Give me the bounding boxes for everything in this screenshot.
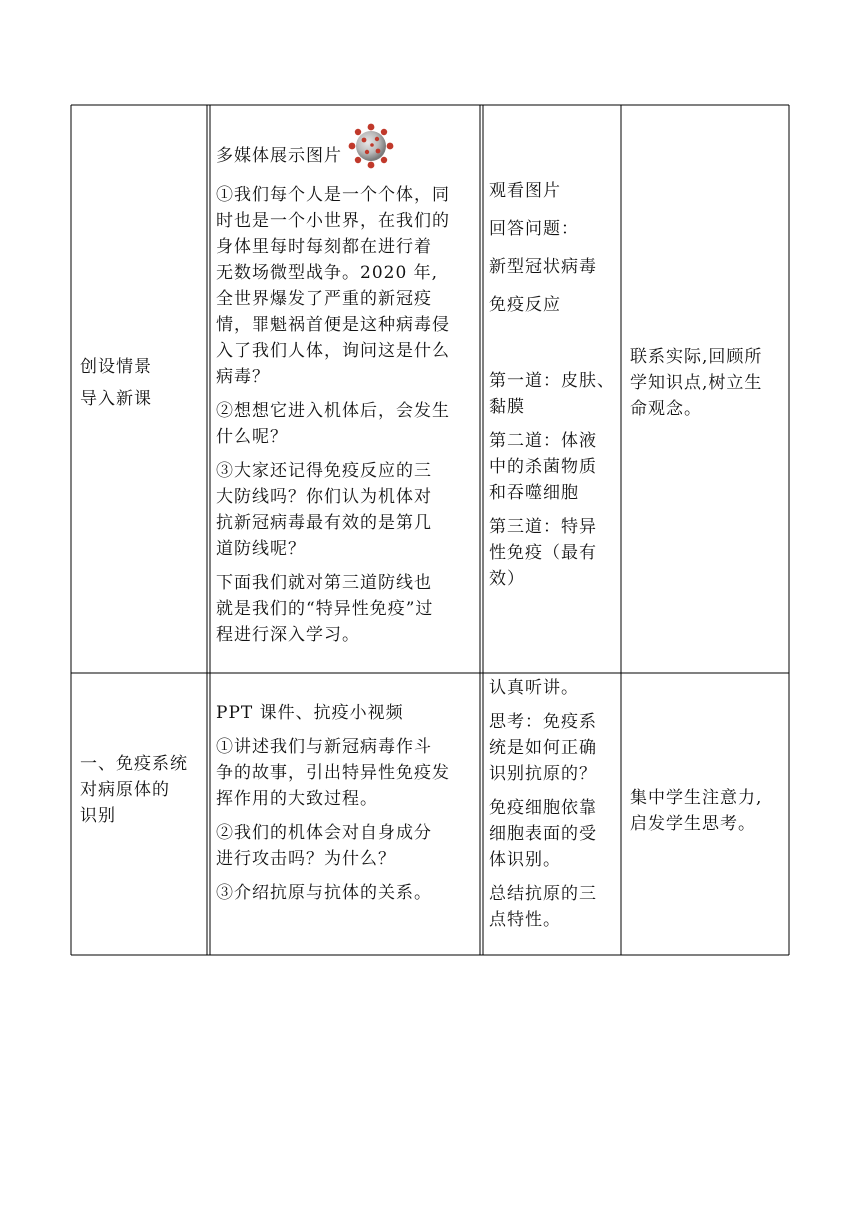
student-intro-line: 观看图片 (489, 181, 561, 201)
row2-stage-cell (80, 751, 206, 829)
student-intro-line: 回答问题： (489, 219, 579, 239)
student-item-line: 体识别。 (489, 850, 561, 870)
teacher-item-line: ③介绍抗原与抗体的关系。 (216, 883, 432, 903)
teacher-item-line: 挥作用的大致过程。 (216, 789, 378, 809)
stage-line: 识别 (80, 806, 116, 826)
student-item-line: 思考：免疫系 (489, 712, 597, 732)
teacher-item-line: 入了我们人体，询问这是什么 (216, 341, 450, 361)
stage-line: 对病原体的 (80, 780, 170, 800)
teacher-item-line: 什么呢？ (216, 427, 288, 447)
student-item-line: 黏膜 (489, 397, 525, 417)
student-item-line: 总结抗原的三 (489, 884, 597, 904)
teacher-item-line: 身体里每时每刻都在进行着 (216, 237, 432, 257)
student-intro-line: 免疫反应 (489, 295, 561, 315)
intent-line: 学知识点,树立生 (630, 373, 763, 393)
teacher-item-line: ②想想它进入机体后，会发生 (216, 401, 450, 421)
student-item-line: 统是如何正确 (489, 738, 597, 758)
student-item-line: 效） (489, 569, 525, 589)
row1-student-cell (489, 172, 619, 600)
teacher-item-line: ①我们每个人是一个个体，同 (216, 185, 450, 205)
stage-line: 一、免疫系统 (80, 754, 188, 774)
row1-intent-cell (630, 344, 788, 422)
intent-line: 命观念。 (630, 399, 702, 419)
student-intro-line: 新型冠状病毒 (489, 257, 597, 277)
teacher-item-line: ①讲述我们与新冠病毒作斗 (216, 737, 432, 757)
student-item-line: 第二道：体液 (489, 431, 597, 451)
teacher-title: 多媒体展示图片 (216, 146, 342, 166)
teacher-item-line: 下面我们就对第三道防线也 (216, 573, 432, 593)
intent-line: 集中学生注意力, (630, 788, 763, 808)
student-item-line: 第三道：特异 (489, 517, 597, 537)
teacher-item-line: 时也是一个小世界，在我们的 (216, 211, 450, 231)
teacher-item-line: 情，罪魁祸首便是这种病毒侵 (216, 315, 450, 335)
student-item-line: 第一道：皮肤、 (489, 371, 615, 391)
teacher-item-line: 争的故事，引出特异性免疫发 (216, 763, 450, 783)
intent-line: 启发学生思考。 (630, 814, 756, 834)
teacher-item-line: 道防线呢？ (216, 539, 306, 559)
student-item-line: 细胞表面的受 (489, 824, 597, 844)
row1-teacher-cell (216, 112, 478, 656)
student-item-line: 性免疫（最有 (489, 543, 597, 563)
student-item-line: 点特性。 (489, 910, 561, 930)
teacher-item-line: 全世界爆发了严重的新冠疫 (216, 289, 432, 309)
student-item-line: 中的杀菌物质 (489, 457, 597, 477)
student-item-line: 和吞噬细胞 (489, 483, 579, 503)
row1-stage-cell (80, 351, 204, 415)
teacher-item-line: 程进行深入学习。 (216, 625, 360, 645)
teacher-item-line: 就是我们的“特异性免疫”过 (216, 599, 434, 619)
row2-teacher-cell (216, 700, 478, 914)
teacher-item-line: ②我们的机体会对自身成分 (216, 823, 432, 843)
row2-intent-cell (630, 785, 788, 837)
row2-student-cell (489, 675, 619, 941)
teacher-item-line: ③大家还记得免疫反应的三 (216, 461, 432, 481)
student-item-line: 认真听讲。 (489, 678, 579, 698)
stage-line: 导入新课 (80, 389, 152, 409)
teacher-item-line: 无数场微型战争。2020 年, (216, 263, 439, 283)
intent-line: 联系实际,回顾所 (630, 347, 763, 367)
teacher-item-line: 大防线吗？你们认为机体对 (216, 487, 432, 507)
student-item-line: 识别抗原的？ (489, 764, 597, 784)
teacher-item-line: 进行攻击吗？为什么？ (216, 849, 396, 869)
teacher-item-line: 病毒？ (216, 367, 270, 387)
stage-line: 创设情景 (80, 357, 152, 377)
student-item-line: 免疫细胞依靠 (489, 798, 597, 818)
teacher-title: PPT 课件、抗疫小视频 (216, 703, 404, 723)
teacher-item-line: 抗新冠病毒最有效的是第几 (216, 513, 432, 533)
